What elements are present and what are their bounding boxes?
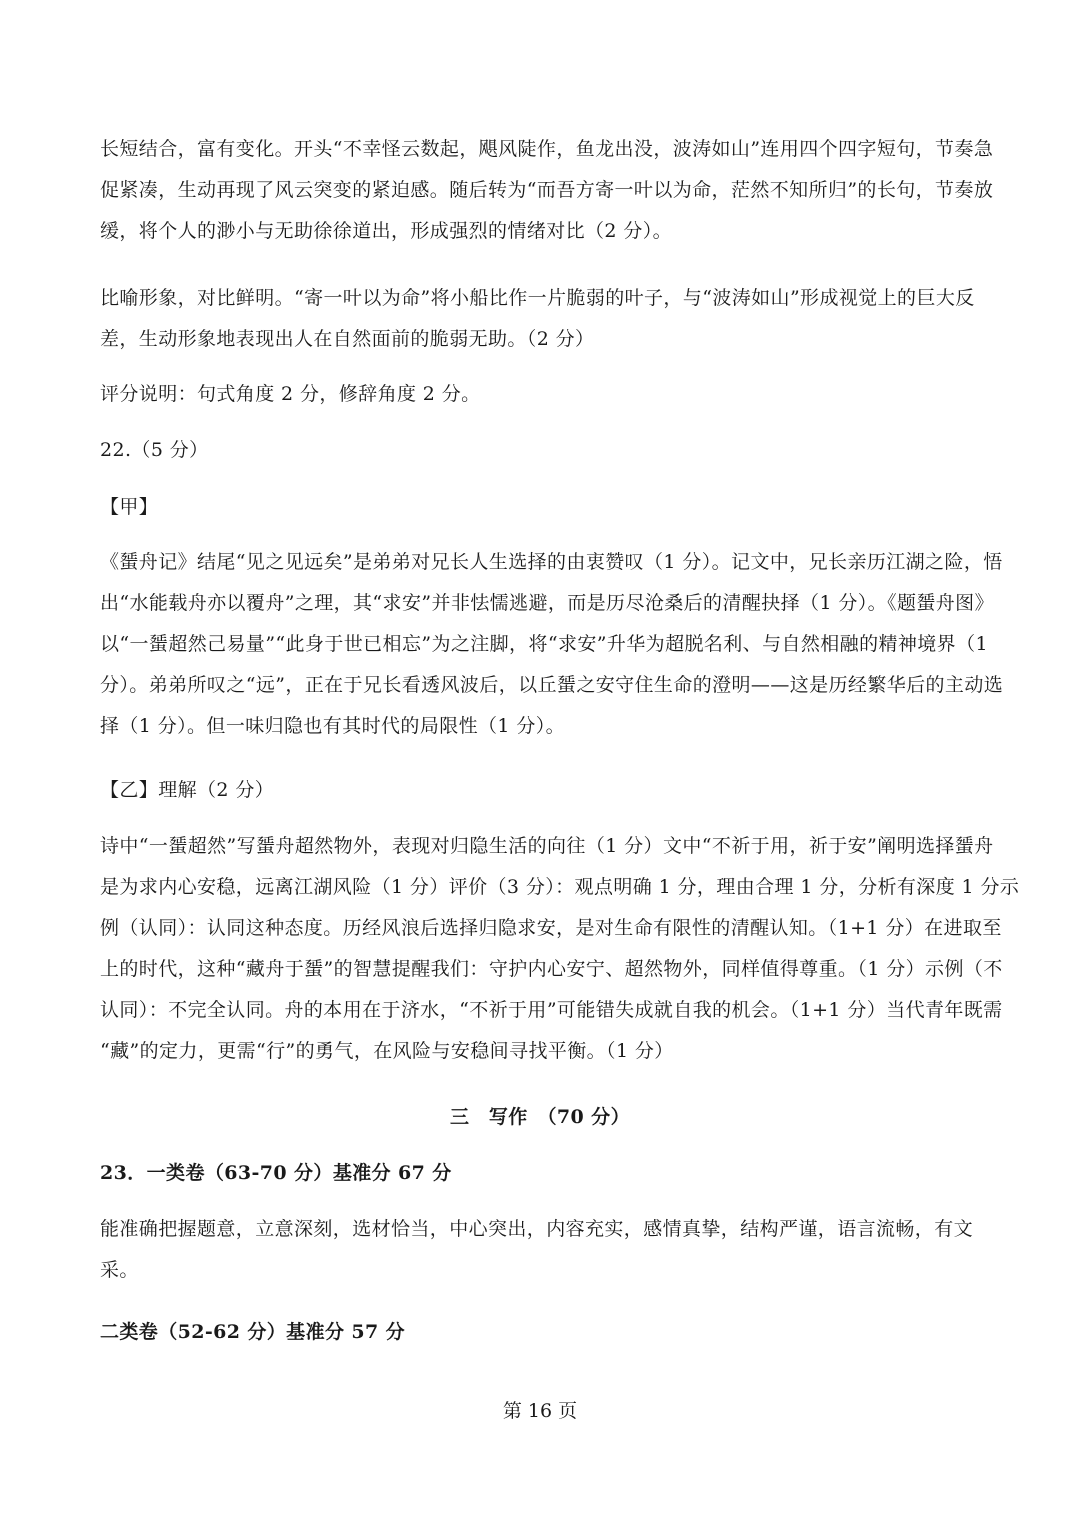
analysis-paragraph-metaphor [100, 278, 980, 360]
scoring-note: 评分说明：句式角度 2 分，修辞角度 2 分。 [100, 383, 481, 405]
jia-answer-paragraph [100, 542, 1004, 747]
text-line: 《蜑舟记》结尾“见之见远矣”是弟弟对兄长人生选择的由衷赞叹（1 分）。记文中，兄长亲历江湖之险，悟 [100, 551, 1003, 573]
text-line: 缓，将个人的渺小与无助徐徐道出，形成强烈的情绪对比（2 分）。 [100, 220, 673, 242]
page-number: 第 16 页 [502, 1400, 578, 1422]
jia-label: 【甲】 [100, 496, 159, 518]
yi-answer-paragraph [100, 826, 1020, 1072]
question-22-heading: 22.（5 分） [100, 439, 209, 461]
question-23-heading: 23．一类卷（63-70 分）基准分 67 分 [100, 1162, 452, 1184]
text-line: 出“水能载舟亦以覆舟”之理，其“求安”并非怯懦逃避，而是历尽沧桑后的清醒抉择（1 分）。《题蜑舟图》 [100, 592, 994, 614]
text-line: 例（认同）：认同这种态度。历经风浪后选择归隐求安，是对生命有限性的清醒认知。（1+1 分）在进取至 [100, 917, 1002, 939]
class1-criteria-paragraph [100, 1209, 980, 1291]
text-line: 能准确把握题意，立意深刻，选材恰当，中心突出，内容充实，感情真挚，结构严谨，语言流畅，有文 [100, 1218, 974, 1240]
analysis-paragraph-sentence [100, 129, 994, 252]
text-line: 比喻形象，对比鲜明。“寄一叶以为命”将小船比作一片脆弱的叶子，与“波涛如山”形成视觉上的巨大反 [100, 287, 975, 309]
text-line: 长短结合，富有变化。开头“不幸怪云数起，飓风陡作，鱼龙出没，波涛如山”连用四个四字短句，节奏急 [100, 138, 994, 160]
text-line: 采。 [100, 1259, 139, 1281]
text-line: 上的时代，这种“藏舟于蜑”的智慧提醒我们：守护内心安宁、超然物外，同样值得尊重。（1 分）示例（不 [100, 958, 1003, 980]
text-line: 促紧凑，生动再现了风云突变的紧迫感。随后转为“而吾方寄一叶以为命，茫然不知所归”的长句，节奏放 [100, 179, 994, 201]
class2-heading: 二类卷（52-62 分）基准分 57 分 [100, 1321, 406, 1343]
yi-label: 【乙】理解（2 分） [100, 779, 275, 801]
text-line: 分）。弟弟所叹之“远”，正在于兄长看透风波后，以丘蜑之安守住生命的澄明——这是历经繁华后的主动选 [100, 674, 1004, 696]
text-line: 以“一蜑超然己易量”“此身于世已相忘”为之注脚，将“求安”升华为超脱名利、与自然相融的精神境界（1 [100, 633, 988, 655]
text-line: “藏”的定力，更需“行”的勇气，在风险与安稳间寻找平衡。（1 分） [100, 1040, 674, 1062]
text-line: 是为求内心安稳，远离江湖风险（1 分）评价（3 分）：观点明确 1 分，理由合理 1 分，分析有深度 1 分示 [100, 876, 1020, 898]
text-line: 差，生动形象地表现出人在自然面前的脆弱无助。（2 分） [100, 328, 595, 350]
text-line: 认同）：不完全认同。舟的本用在于济水，“不祈于用”可能错失成就自我的机会。（1+1 分）当代青年既需 [100, 999, 1003, 1021]
text-line: 择（1 分）。但一味归隐也有其时代的局限性（1 分）。 [100, 715, 566, 737]
section-title: 三 写作 （70 分） [450, 1106, 630, 1128]
text-line: 诗中“一蜑超然”写蜑舟超然物外，表现对归隐生活的向往（1 分）文中“不祈于用，祈于安”阐明选择蜑舟 [100, 835, 994, 857]
